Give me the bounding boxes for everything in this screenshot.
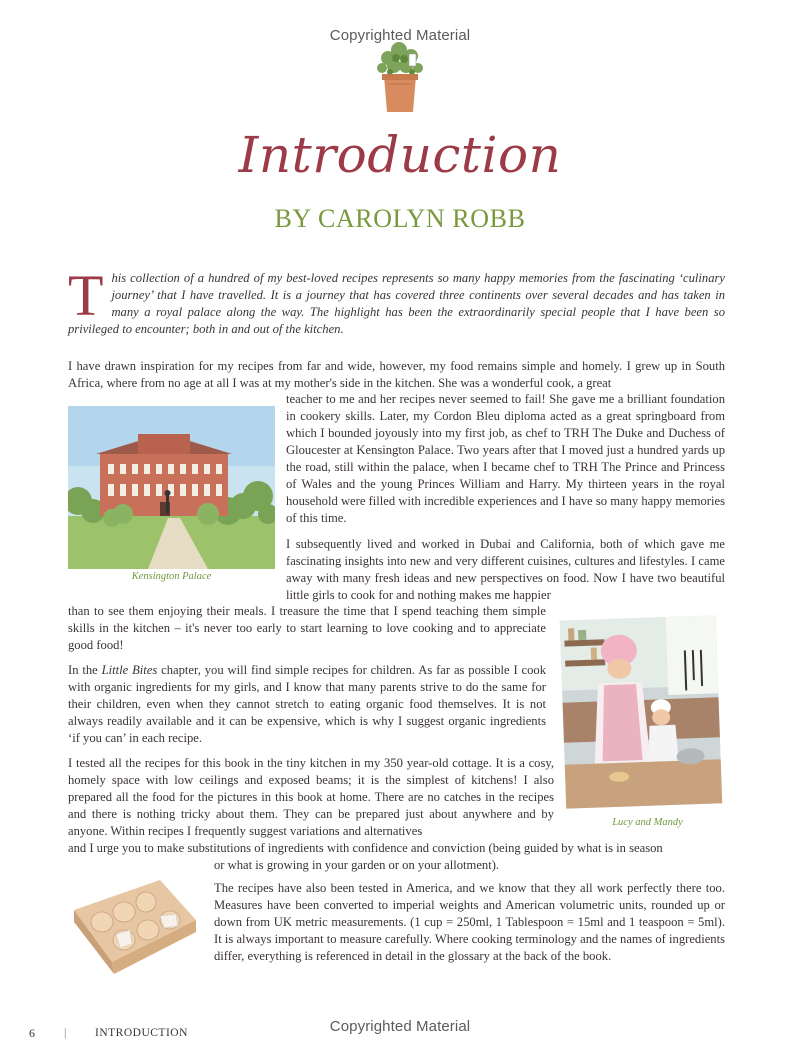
intro-paragraph (68, 263, 725, 340)
intro-text: his collection of a hundred of my best-loved recipes represents so many happy memories from the fascinating ‘culinary journey’ that I have travelled. It is a journey that has covered three continents over several decades and has taken in many a royal palace along the way. The highlight has been the extraordinarily special people that I have been so privileged to encounter; both in and out of the kitchen. (68, 271, 725, 336)
body-paragraph-1-top: I have drawn inspiration for my recipes from far and wide, however, my food remains simple and homely. I grew up in South Africa, where from no age at all I was at my mother's side in the kitchen. She was a wonderful cook, a great (68, 359, 725, 390)
caption-lucy-and-mandy: Lucy and Mandy (612, 817, 683, 828)
body-paragraph-2-continued: than to see them enjoying their meals. I treasure the time that I spend teaching them simple skills in the kitchen – it's never too early to start learning to love cooking and to appreciate good food! (68, 604, 546, 652)
watermark-bottom: Copyrighted Material (329, 1018, 471, 1035)
paragraph-3-rest: chapter, you will find simple recipes for children. As far as possible I cook with organic ingredients for my girls, and I know that many parents strive to do the same for their children, even when they cannot stretch to eating organic food themselves. It is not always readily available and it can be expensive, which is why I suggest organic ingredients ‘if you can’ in each recipe. (68, 663, 547, 745)
footer-separator: | (64, 1025, 67, 1039)
body-paragraph-4-side: I tested all the recipes for this book in the tiny kitchen in my 350 year-old cottage. It is a cosy, homely space with low ceilings and exposed beams; it is the simplest of kitchens! I also prepared all the food for the pictures in this book at home. There are no catches in the recipes and there is nothing tricky about them. They can be prepared just about anywhere and by anyone. Within recipes I frequently suggest variations and alternatives (68, 756, 554, 838)
drop-cap: T (68, 263, 104, 328)
paragraph-3-lead: In the (68, 663, 102, 677)
lucy-and-mandy-photo (557, 612, 725, 814)
page-title: Introduction (238, 126, 562, 184)
kensington-palace-illustration (68, 406, 275, 569)
body-paragraph-2-side: I subsequently lived and worked in Dubai and California, both of which gave me fascinating insights into new and very different cuisines, cultures and lifestyles. I came away with many fresh ideas and new perspectives on food. Now I have two beautiful little girls to cook for and nothing makes me happier (286, 537, 725, 602)
footer-section-label: INTRODUCTION (95, 1027, 188, 1039)
watermark-top: Copyrighted Material (329, 27, 471, 44)
body-paragraph-5: The recipes have also been tested in America, and we know that they all work perfectly there too. Measures have been converted to imperial weights and American volumetric units, rounded up or down from UK metric measurements. (1 cup = 250ml, 1 Tablespoon = 15ml and 1 teaspoon = 5ml). It is always important to measure carefully. Where cooking terminology and the names of ingredients differ, everything is referenced in detail in the glossary at the back of the book. (214, 881, 725, 963)
page-number: 6 (29, 1026, 35, 1040)
body-paragraph-4-full: and I urge you to make substitutions of ingredients with confidence and conviction (being guided by what is in season (68, 841, 663, 855)
body-paragraph-3 (68, 662, 546, 747)
egg-carton-illustration (68, 870, 200, 976)
body-paragraph-1-side: teacher to me and her recipes never seemed to fail! She gave me a brilliant foundation in cookery skills. Later, my Cordon Bleu diploma acted as a great springboard from which I bounded joyously into my first job, as chef to TRH The Duke and Duchess of Gloucester at Kensington Palace. Two years after that I moved just a hundred yards up the road, still within the palace, when I became chef to TRH The Prince and Princess of Wales and the young Princes William and Harry. My thirteen years in the royal household were filled with incredible experiences and I have so many happy memories of this time. (286, 392, 725, 525)
byline: BY CAROLYN ROBB (274, 204, 526, 233)
body-paragraph-4-end: or what is growing in your garden or on your allotment). (214, 858, 500, 872)
little-bites-chapter-name: Little Bites (101, 663, 158, 677)
caption-kensington-palace: Kensington Palace (131, 571, 212, 582)
